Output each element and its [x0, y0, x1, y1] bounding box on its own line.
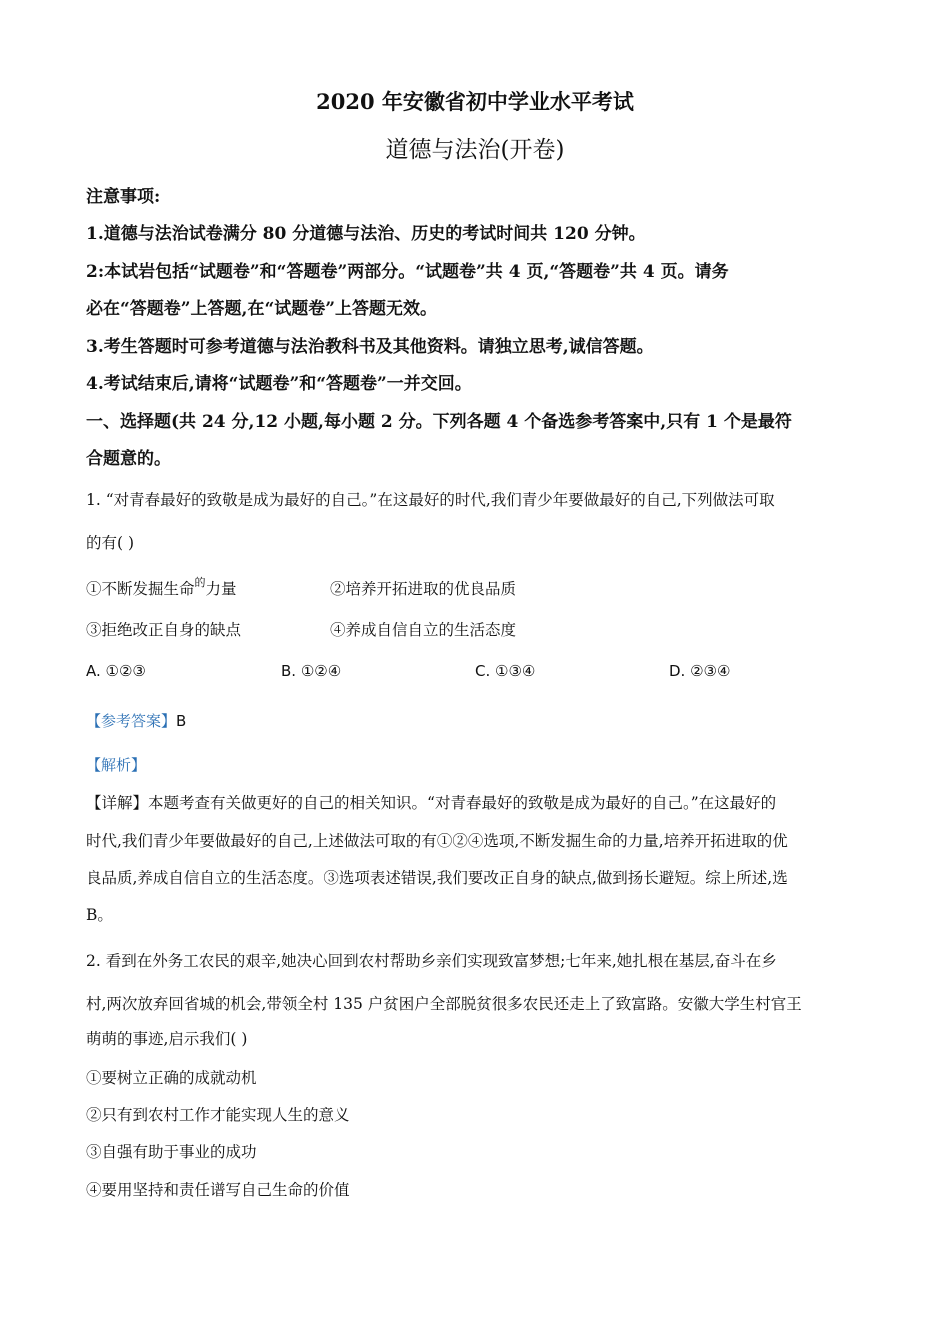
page-title: 2020 年安徽省初中学业水平考试 [316, 89, 634, 114]
analysis-label: 【解析】 [86, 756, 147, 774]
q2-statement-1: ①要树立正确的成就动机 [86, 1069, 257, 1087]
detail-label: 【详解】 [86, 794, 149, 812]
q2-stem-c: 萌萌的事迹,启示我们( ) [86, 1030, 248, 1048]
q2-stem-b: 村,两次放弃回省城的机会,带领全村 135 户贫困户全部脱贫很多农民还走上了致富路。安徽大学生村官王 [86, 995, 802, 1013]
q1-stem-b: 的有( ) [86, 534, 135, 552]
notice-item-2a: 2:本试岩包括“试题卷”和“答题卷”两部分。“试题卷”共 4 页,“答题卷”共 4 页。请务 [86, 262, 729, 282]
section-heading-a: 一、选择题(共 24 分,12 小题,每小题 2 分。下列各题 4 个备选参考答案中,只有 1 个是最符 [86, 412, 792, 432]
q1-answer [86, 710, 186, 731]
q2-statement-4: ④要用坚持和责任谱写自己生命的价值 [86, 1181, 350, 1199]
notice-item-1: 1.道德与法治试卷满分 80 分道德与法治、历史的考试时间共 120 分钟。 [86, 224, 646, 244]
q2-statement-2: ②只有到农村工作才能实现人生的意义 [86, 1106, 350, 1124]
q1-detail-d: B。 [86, 906, 113, 924]
q1-detail-b: 时代,我们青少年要做最好的自己,上述做法可取的有①②④选项,不断发掘生命的力量,培养开拓进取的优 [86, 832, 788, 850]
q1-option-c: C. ①③④ [475, 662, 536, 680]
page-subtitle: 道德与法治(开卷) [385, 137, 565, 163]
section-heading-b: 合题意的。 [86, 449, 171, 469]
q1-statement-4: ④养成自信自立的生活态度 [330, 621, 517, 639]
q1-stem-a: 1. “对青春最好的致敬是成为最好的自己。”在这最好的时代,我们青少年要做最好的自己,下列做法可取 [86, 491, 775, 509]
q1-statement-2: ②培养开拓进取的优良品质 [330, 580, 517, 598]
q1-detail-a: 【详解】本题考查有关做更好的自己的相关知识。“对青春最好的致敬是成为最好的自己。”在这最好的 [86, 794, 777, 812]
notice-heading: 注意事项: [86, 187, 161, 207]
notice-item-4: 4.考试结束后,请将“试题卷”和“答题卷”一并交回。 [86, 374, 472, 394]
q2-statement-3: ③自强有助于事业的成功 [86, 1143, 257, 1161]
q2-stem-a: 2. 看到在外务工农民的艰辛,她决心回到农村帮助乡亲们实现致富梦想;七年来,她扎根在基层,奋斗在乡 [86, 952, 777, 970]
q1-option-b: B. ①②④ [281, 662, 342, 680]
q1-statement-3: ③拒绝改正自身的缺点 [86, 621, 242, 639]
q1-detail-c: 良品质,养成自信自立的生活态度。③选项表述错误,我们要改正自身的缺点,做到扬长避短。综上所述,选 [86, 869, 788, 887]
q1-option-d: D. ②③④ [669, 662, 731, 680]
answer-value: B [176, 712, 187, 730]
answer-label: 【参考答案】 [86, 712, 177, 730]
q1-option-a: A. ①②③ [86, 662, 146, 680]
notice-item-3: 3.考生答题时可参考道德与法治教科书及其他资料。请独立思考,诚信答题。 [86, 337, 654, 357]
q1-statement-1: ①不断发掘生命$^的$力量 [86, 576, 237, 598]
notice-item-2b: 必在“答题卷”上答题,在“试题卷”上答题无效。 [86, 299, 438, 319]
